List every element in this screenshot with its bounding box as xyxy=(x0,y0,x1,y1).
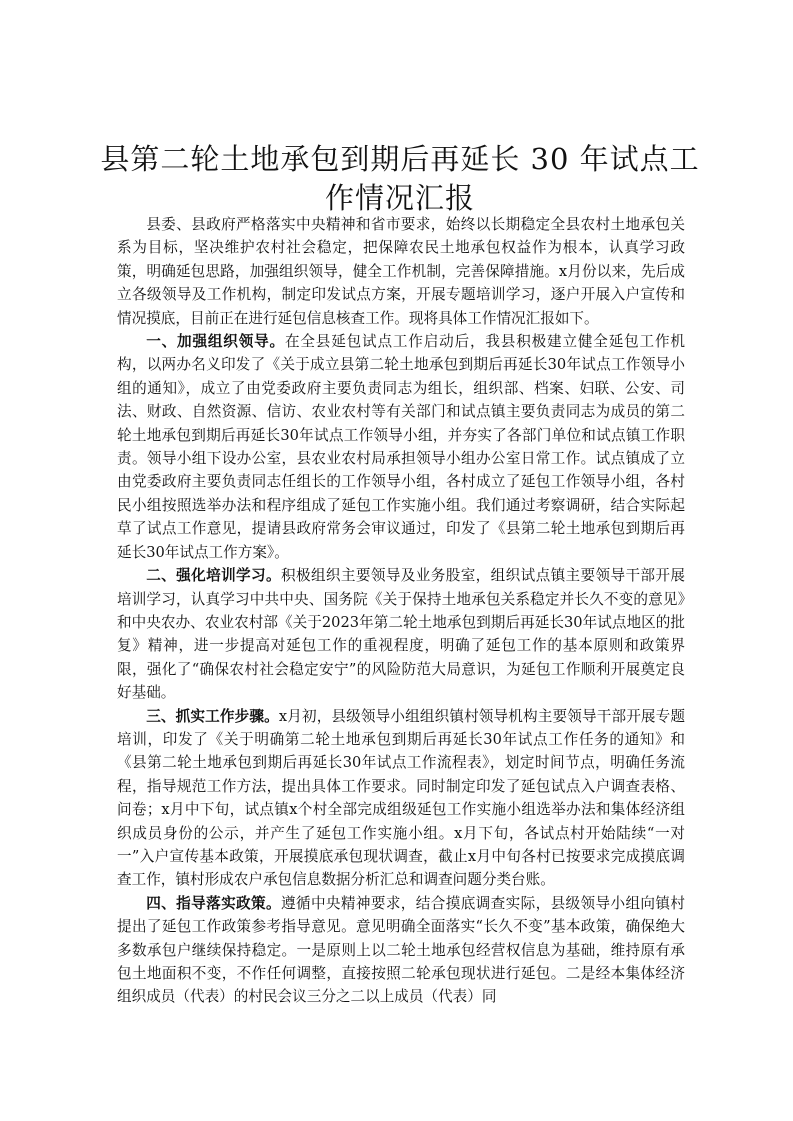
section-paragraph xyxy=(117,564,685,704)
section-paragraph xyxy=(117,892,685,1009)
section-heading: 一、加强组织领导。 xyxy=(146,333,285,351)
section-heading: 三、抓实工作步骤。 xyxy=(146,707,279,725)
section-heading: 二、强化培训学习。 xyxy=(146,567,281,585)
section-text: 遵循中央精神要求，结合摸底调查实际，县级领导小组向镇村提出了延包工作政策参考指导意见。意见明确全面落实“长久不变”基本政策，确保绝大多数承包户继续保持稳定。一是原则上以二轮土地承包经营权信息为基础，维持原有承包土地面积不变，不作任何调整，直接按照二轮承包现状进行延包。二是经本集体经济组织成员（代表）的村民会议三分之二以上成员（代表）同 xyxy=(117,894,685,1006)
section-text: 在全县延包试点工作启动后，我县积极建立健全延包工作机构，以两办名义印发了《关于成立县第二轮土地承包到期后再延长30年试点工作领导小组的通知》，成立了由党委政府主要负责同志为组长，组织部、档案、妇联、公安、司法、财政、自然资源、信访、农业农村等有关部门和试点镇主要负责同志为成员的第二轮土地承包到期后再延长30年试点工作领导小组，并夯实了各部门单位和试点镇工作职责。领导小组下设办公室，县农业农村局承担领导小组办公室日常工作。试点镇成了立由党委政府主要负责同志任组长的工作领导小组，各村成立了延包工作领导小组，各村民小组按照选举办法和程序组成了延包工作实施小组。我们通过考察调研，结合实际起草了试点工作意见，提请县政府常务会审议通过，印发了《县第二轮土地承包到期后再延长30年试点工作方案》。 xyxy=(117,333,685,561)
document-body xyxy=(117,213,685,1009)
document-title: 县第二轮土地承包到期后再延长 30 年试点工作情况汇报 xyxy=(100,142,700,215)
section-heading: 四、指导落实政策。 xyxy=(146,894,281,912)
section-paragraph xyxy=(117,330,685,564)
section-paragraph xyxy=(117,705,685,892)
section-text: x月初，县级领导小组组织镇村领导机构主要领导干部开展专题培训，印发了《关于明确第二轮土地承包到期后再延长30年试点工作任务的通知》和《县第二轮土地承包到期后再延长30年试点工作流程表》，划定时间节点，明确任务流程，指导规范工作方法，提出具体工作要求。同时制定印发了延包试点入户调查表格、问卷；x月中下旬，试点镇x个村全部完成组级延包工作实施小组选举办法和集体经济组织成员身份的公示，并产生了延包工作实施小组。x月下旬，各试点村开始陆续“一对一”入户宣传基本政策，开展摸底承包现状调查，截止x月中旬各村已按要求完成摸底调查工作，镇村形成农户承包信息数据分析汇总和调查问题分类台账。 xyxy=(117,707,685,889)
section-text: 积极组织主要领导及业务股室，组织试点镇主要领导干部开展培训学习，认真学习中共中央、国务院《关于保持土地承包关系稳定并长久不变的意见》和中央农办、农业农村部《关于2023年第二轮土地承包到期后再延长30年试点地区的批复》精神，进一步提高对延包工作的重视程度，明确了延包工作的基本原则和政策界限，强化了“确保农村社会稳定安宁”的风险防范大局意识，为延包工作顺利开展奠定良好基础。 xyxy=(117,567,685,702)
intro-paragraph: 县委、县政府严格落实中央精神和省市要求，始终以长期稳定全县农村土地承包关系为目标，坚决维护农村社会稳定，把保障农民土地承包权益作为根本，认真学习政策，明确延包思路，加强组织领导，健全工作机制，完善保障措施。x月份以来，先后成立各级领导及工作机构，制定印发试点方案，开展专题培训学习，逐户开展入户宣传和情况摸底，目前正在进行延包信息核查工作。现将具体工作情况汇报如下。 xyxy=(117,216,685,327)
